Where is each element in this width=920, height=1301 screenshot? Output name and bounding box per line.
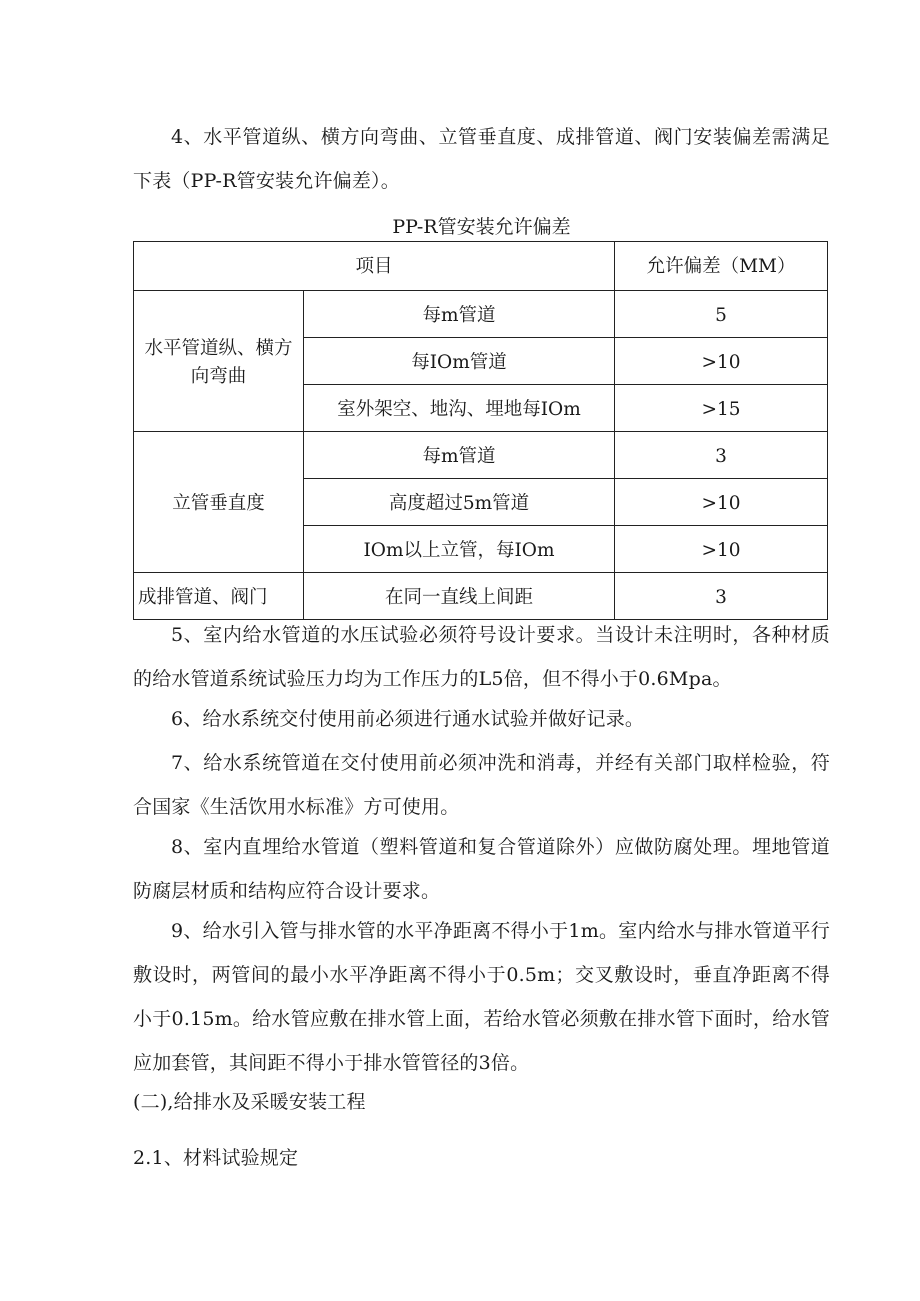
tolerance-table <box>133 241 828 620</box>
table-caption: PP-R管安装允许偏差 <box>392 216 571 238</box>
paragraph-item-7: 7、给水系统管道在交付使用前必须冲洗和消毒，并经有关部门取样检验，符合国家《生活饮用水标准》方可使用。 <box>133 752 830 818</box>
group-name: 成排管道、阀门 <box>134 573 304 620</box>
paragraph-item-9: 9、给水引入管与排水管的水平净距离不得小于1m。室内给水与排水管道平行敷设时，两管间的最小水平净距离不得小于0.5m；交叉敷设时，垂直净距离不得小于0.15m。给水管应敷在排水管上面，若给水管必须敷在排水管下面时，给水管应加套管，其间距不得小于排水管管径的3倍。 <box>133 920 830 1074</box>
group-name: 水平管道纵、横方向弯曲 <box>134 291 304 432</box>
header-item: 项目 <box>134 242 615 291</box>
paragraph-item-5: 5、室内给水管道的水压试验必须符号设计要求。当设计未注明时，各种材质的给水管道系统试验压力均为工作压力的L5倍，但不得小于0.6Mpa。 <box>133 624 830 690</box>
row-item: 在同一直线上间距 <box>304 573 615 620</box>
table-row <box>134 432 828 479</box>
row-item: 每m管道 <box>304 432 615 479</box>
subsection-heading: 2.1、材料试验规定 <box>133 1147 299 1169</box>
header-tolerance: 允许偏差（MM） <box>615 242 828 291</box>
section-heading: (二),给排水及采暖安装工程 <box>133 1091 366 1113</box>
paragraph-item-8: 8、室内直埋给水管道（塑料管道和复合管道除外）应做防腐处理。埋地管道防腐层材质和结构应符合设计要求。 <box>133 836 830 902</box>
row-value: >10 <box>615 338 828 385</box>
row-item: IOm以上立管，每IOm <box>304 526 615 573</box>
row-value: >10 <box>615 526 828 573</box>
row-value: 3 <box>615 432 828 479</box>
row-item: 每m管道 <box>304 291 615 338</box>
paragraph-item-6: 6、给水系统交付使用前必须进行通水试验并做好记录。 <box>171 708 645 730</box>
table-header-row <box>134 242 828 291</box>
table-row <box>134 291 828 338</box>
row-value: >15 <box>615 385 828 432</box>
row-value: 5 <box>615 291 828 338</box>
row-item: 室外架空、地沟、埋地每IOm <box>304 385 615 432</box>
group-name: 立管垂直度 <box>134 432 304 573</box>
row-item: 每IOm管道 <box>304 338 615 385</box>
paragraph-item-4: 4、水平管道纵、横方向弯曲、立管垂直度、成排管道、阀门安装偏差需满足下表（PP-R管安装允许偏差）。 <box>133 126 830 192</box>
row-value: >10 <box>615 479 828 526</box>
row-value: 3 <box>615 573 828 620</box>
row-item: 高度超过5m管道 <box>304 479 615 526</box>
